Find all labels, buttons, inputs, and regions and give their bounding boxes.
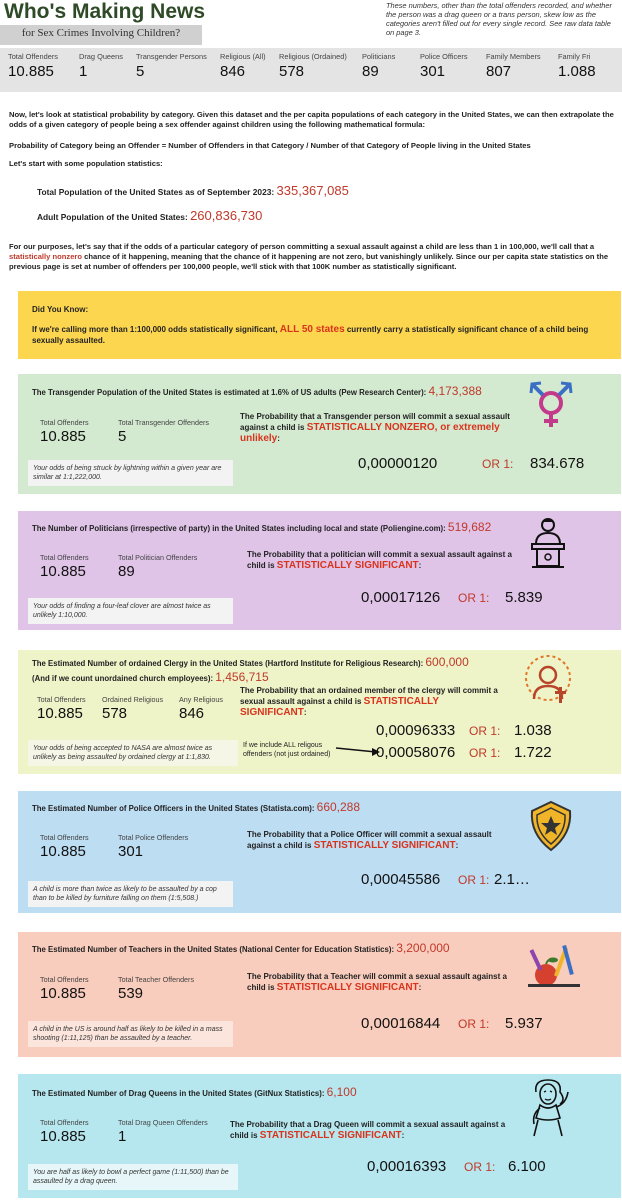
card-heading [32, 800, 512, 815]
subtitle-bar [0, 25, 202, 45]
mini-value: 578 [102, 705, 128, 722]
formula: Probability of Category being an Offender = Number of Offenders in that Category / Number of that Category of People living in the United States [9, 141, 531, 150]
probability-text: The Probability that an ordained member of the clergy will commit a sexual assault against a child is [240, 686, 498, 706]
stat-label: Police Officers [420, 52, 468, 61]
stat-label: Family Members [486, 52, 541, 61]
mini-label: Ordained Religious [102, 695, 164, 704]
probability-statement [230, 1119, 510, 1141]
mini-category-offenders [118, 833, 188, 860]
clergy-person-icon [522, 653, 576, 709]
total-population-line [37, 183, 349, 198]
card-drag-queens [18, 1074, 621, 1198]
probability-colon: : [455, 841, 459, 850]
card-police [18, 791, 621, 913]
mini-value: 10.885 [40, 428, 86, 445]
page-subtitle: for Sex Crimes Involving Children? [21, 27, 181, 39]
mini-label: Total Offenders [40, 833, 89, 842]
mini-value: 10.885 [37, 705, 83, 722]
header [0, 0, 622, 50]
card-politicians [18, 511, 621, 630]
probability-value: 0,00045586 [361, 871, 441, 888]
mini-label: Total Offenders [40, 553, 89, 562]
alt-calculation-note: If we include ALL religous offenders (not just ordained) [243, 742, 331, 758]
probability-text: The Probability that a Police Officer will commit a sexual assault against a child is [247, 830, 492, 850]
probability-statement [247, 971, 517, 993]
card-clergy [18, 650, 621, 774]
odds-prefix: OR 1: [482, 457, 514, 471]
stat-transgender [136, 52, 207, 80]
adult-population-label: Adult Population of the United States: [37, 212, 188, 222]
did-you-know-highlight: ALL 50 states [279, 324, 345, 335]
card-heading-text: The Estimated Number of Police Officers in the United States (Statista.com): [32, 804, 315, 813]
odds-prefix: OR 1: [458, 591, 490, 605]
probability-text: The Probability that a Teacher will commit a sexual assault against a child is [247, 972, 507, 992]
mini-value: 10.885 [40, 985, 86, 1002]
comparison-fact: Your odds of being struck by lightning within a given year are similar at 1:1,222,000. [28, 460, 233, 486]
total-population-label: Total Population of the United States as of September 2023: [37, 187, 275, 197]
stat-label: Transgender Persons [136, 52, 207, 61]
mini-total-offenders [40, 833, 89, 860]
card-heading-value: 660,288 [316, 800, 361, 814]
mini-label: Total Teacher Offenders [118, 975, 195, 984]
card-heading-text: The Estimated Number of Teachers in the United States (National Center for Education Statistics): [32, 945, 395, 954]
probability-statement [240, 685, 500, 718]
mini-value: 10.885 [40, 563, 86, 580]
stat-value: 1 [79, 63, 88, 80]
card-heading [32, 941, 512, 956]
stat-value: 807 [486, 63, 512, 80]
mini-label: Total Transgender Offenders [118, 418, 209, 427]
probability-verdict: STATISTICALLY NONZERO, or extremely unlikely [240, 422, 500, 444]
did-you-know-text-b: currently carry a statistically significant chance of a child being sexually assaulted. [32, 325, 589, 345]
mini-total-offenders [40, 975, 89, 1002]
probability-statement [247, 549, 517, 571]
card-heading-text: The Number of Politicians (irrespective of party) in the United States including local and state (Poliengine.com): [32, 524, 446, 533]
mini-value: 10.885 [40, 843, 86, 860]
odds-prefix: OR 1: [458, 873, 490, 887]
school-supplies-icon [526, 937, 582, 989]
did-you-know-title: Did You Know: [32, 305, 89, 314]
probability-colon: : [277, 434, 280, 443]
card-heading [32, 384, 512, 399]
card-heading [32, 520, 512, 535]
probability-colon: : [418, 983, 422, 992]
mini-any-religious [179, 695, 223, 722]
probability-verdict: STATISTICALLY SIGNIFICANT [276, 982, 419, 993]
mini-total-offenders [37, 695, 86, 722]
stat-value: 1.088 [558, 63, 596, 80]
card-heading-value: 3,200,000 [396, 941, 450, 955]
comparison-fact: Your odds of finding a four-leaf clover are almost twice as unlikely 1:10,000. [28, 598, 233, 624]
alt-odds-prefix: OR 1: [469, 746, 501, 760]
mini-value: 89 [118, 563, 135, 580]
mini-ordained-religious [102, 695, 163, 722]
mini-value: 10.885 [40, 1128, 86, 1145]
card-heading-value-secondary: 1,456,715 [215, 670, 269, 684]
intro-population-lead: Let's start with some population statistics: [9, 159, 163, 168]
stat-value: 89 [362, 63, 379, 80]
probability-value: 0,00017126 [361, 589, 441, 606]
mini-value: 301 [118, 843, 144, 860]
stat-value: 5 [136, 63, 145, 80]
stat-label: Drag Queens [79, 52, 123, 61]
mini-label: Total Offenders [40, 1118, 89, 1127]
stat-politicians [362, 52, 395, 80]
stats-bar [0, 48, 622, 92]
stat-religious-ordained [279, 52, 347, 80]
did-you-know-text-a: If we're calling more than 1:100,000 odds statistically significant, [32, 325, 278, 334]
mini-category-offenders [118, 418, 209, 445]
mini-value: 846 [179, 705, 205, 722]
arrow-right-icon [334, 743, 382, 755]
mini-label: Total Drag Queen Offenders [118, 1118, 208, 1127]
intro-paragraph: Now, let's look at statistical probability by category. Given this dataset and the per capita populations of each category in the United States, we can then extrapolate the odds of a given category of people being a sex offender against children using the following mathematical formula: [9, 110, 614, 129]
probability-statement [247, 829, 517, 851]
card-teachers [18, 932, 621, 1057]
stat-family-members [486, 52, 541, 80]
probability-text: The Probability that a Transgender person will commit a sexual assault against a child is [240, 412, 510, 432]
probability-colon: : [303, 708, 307, 717]
probability-verdict: STATISTICALLY SIGNIFICANT [259, 1130, 402, 1141]
mini-category-offenders [118, 553, 197, 580]
odds-ratio: 834.678 [530, 455, 585, 472]
mini-label: Any Religious [179, 695, 223, 704]
odds-ratio: 1.038 [514, 722, 552, 739]
alt-probability-value: 0,00058076 [376, 744, 456, 761]
odds-ratio: 5.937 [505, 1015, 543, 1032]
odds-prefix: OR 1: [458, 1017, 490, 1031]
adult-population-line [37, 208, 262, 223]
stat-label: Politicians [362, 52, 396, 61]
podium-speaker-icon [522, 516, 574, 570]
threshold-highlight: statistically nonzero [9, 252, 83, 261]
stat-family-friends [558, 52, 596, 80]
card-heading-text: The Estimated Number of Drag Queens in the United States (GitNux Statistics): [32, 1089, 325, 1098]
total-population-value: 335,367,085 [276, 183, 349, 198]
odds-prefix: OR 1: [464, 1160, 496, 1174]
stat-label: Family Fri [558, 52, 591, 61]
mini-value: 5 [118, 428, 127, 445]
mini-total-offenders [40, 553, 89, 580]
comparison-fact: You are half as likely to bowl a perfect game (1:11,500) than be assaulted by a drag queen. [28, 1164, 238, 1190]
comparison-fact: A child is more than twice as likely to be assaulted by a cop than to be killed by furniture falling on them (1:5,508.) [28, 881, 233, 907]
stat-religious-all [220, 52, 266, 80]
probability-value: 0,00016844 [361, 1015, 441, 1032]
card-heading-value: 519,682 [447, 520, 492, 534]
probability-verdict: STATISTICALLY SIGNIFICANT [313, 840, 456, 851]
mini-value: 1 [118, 1128, 127, 1145]
header-note: These numbers, other than the total offenders recorded, and whether the person was a drag queen or a trans person, skew low as the categories aren't filled out for every single record. See raw data table on page 3. [386, 1, 612, 37]
stat-value: 301 [420, 63, 446, 80]
probability-text: The Probability that a politician will commit a sexual assault against a child is [247, 550, 512, 570]
did-you-know-text [32, 324, 607, 346]
mini-label: Total Offenders [40, 418, 89, 427]
probability-statement [240, 411, 510, 444]
stat-label: Religious (All) [220, 52, 266, 61]
comparison-fact: Your odds of being accepted to NASA are almost twice as unlikely as being assaulted by ordained clergy at 1:1,830. [28, 740, 238, 766]
card-heading [32, 1085, 512, 1100]
probability-verdict: STATISTICALLY SIGNIFICANT [276, 560, 419, 571]
probability-colon: : [418, 561, 422, 570]
stat-drag-queens [79, 52, 123, 80]
alt-odds-ratio: 1.722 [514, 744, 552, 761]
mini-category-offenders [118, 1118, 208, 1145]
drag-queen-icon [522, 1078, 574, 1138]
card-heading-text-secondary: (And if we count unordained church employees): [32, 674, 214, 683]
stat-value: 578 [279, 63, 305, 80]
odds-ratio: 2.1… [494, 871, 530, 888]
mini-total-offenders [40, 1118, 89, 1145]
stat-label: Religious (Ordained) [279, 52, 347, 61]
stat-value: 10.885 [8, 63, 54, 80]
threshold-paragraph [9, 242, 614, 272]
card-transgender [18, 374, 621, 494]
stat-value: 846 [220, 63, 246, 80]
probability-value: 0,00016393 [367, 1158, 447, 1175]
threshold-text-a: For our purposes, let's say that if the odds of a particular category of person committing a sexual assault against a child are less than 1 in 100,000, we'll call that a [9, 242, 595, 251]
card-heading-value: 4,173,388 [428, 384, 482, 398]
did-you-know-box [18, 291, 621, 359]
comparison-fact: A child in the US is around half as likely to be killed in a mass shooting (1:11,125) than be assaulted by a teacher. [28, 1021, 233, 1047]
odds-ratio: 6.100 [508, 1158, 546, 1175]
mini-label: Total Offenders [40, 975, 89, 984]
title-block [0, 0, 208, 46]
probability-text: The Probability that a Drag Queen will commit a sexual assault against a child is [230, 1120, 506, 1140]
mini-category-offenders [118, 975, 194, 1002]
probability-value: 0,00000120 [358, 455, 438, 472]
odds-prefix: OR 1: [469, 724, 501, 738]
mini-label: Total Police Offenders [118, 833, 189, 842]
threshold-text-b: chance of it happening, meaning that the chance of it happening are not zero, but vanishingly unlikely. Since our per capita state statistics on the previous page is set at number of offenders per 100,000 people, we'll stick with that 100K number as statistically significant. [9, 252, 609, 271]
odds-ratio: 5.839 [505, 589, 543, 606]
stat-label: Total Offenders [8, 52, 58, 61]
page-title: Who's Making News [4, 0, 206, 23]
card-heading-value: 600,000 [425, 655, 469, 669]
probability-verdict: STATISTICALLY SIGNIFICANT [240, 696, 439, 718]
stat-police [420, 52, 468, 80]
mini-label: Total Politician Offenders [118, 553, 198, 562]
card-heading-text: The Transgender Population of the United States is estimated at 1.6% of US adults (Pew Research Center): [32, 388, 427, 397]
mini-value: 539 [118, 985, 144, 1002]
card-heading-text: The Estimated Number of ordained Clergy in the United States (Hartford Institute for Religious Research): [32, 659, 424, 668]
probability-colon: : [401, 1131, 405, 1140]
mini-label: Total Offenders [37, 695, 86, 704]
card-heading-value: 6,100 [326, 1085, 357, 1099]
card-heading [32, 655, 502, 685]
police-badge-icon [526, 799, 576, 853]
transgender-symbol-icon [526, 377, 576, 429]
adult-population-value: 260,836,730 [190, 208, 263, 223]
mini-total-offenders [40, 418, 89, 445]
probability-value: 0,00096333 [376, 722, 456, 739]
stat-total-offenders [8, 52, 58, 80]
